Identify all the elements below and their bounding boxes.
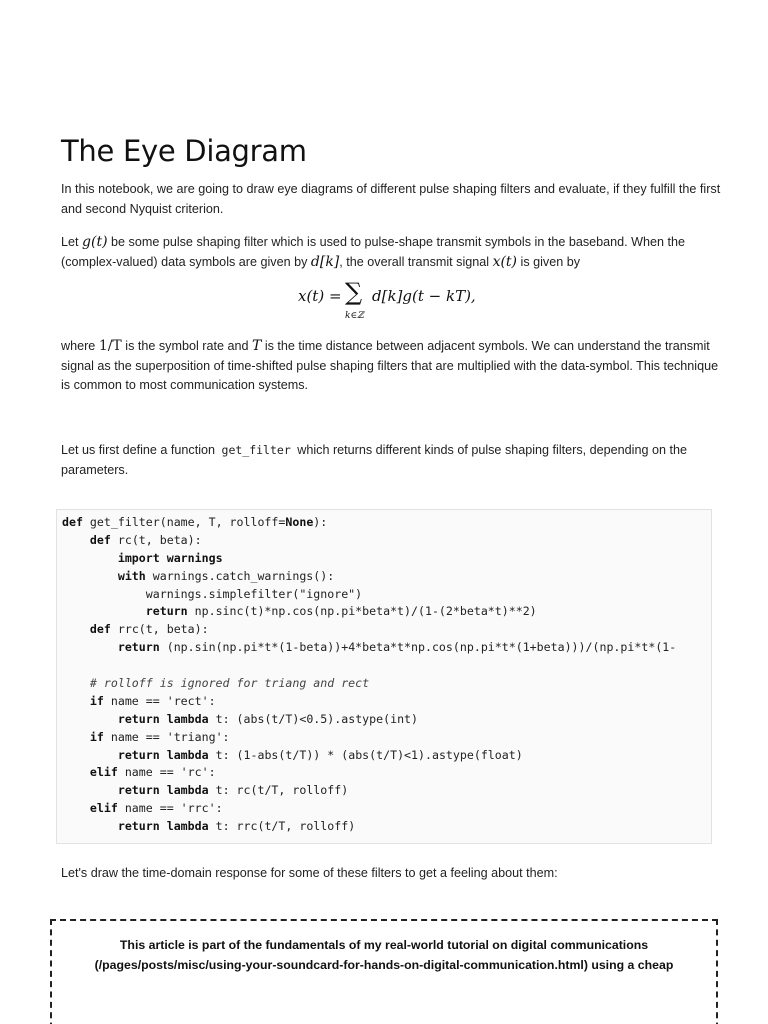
text-run: Let us first define a function bbox=[61, 443, 219, 457]
code-keyword: return bbox=[117, 819, 160, 834]
math-T: T bbox=[251, 338, 262, 354]
code-keyword: def bbox=[89, 532, 111, 547]
code-keyword: elif bbox=[89, 801, 118, 816]
code-text bbox=[160, 783, 167, 797]
inline-code-get-filter: get_filter bbox=[221, 443, 291, 457]
code-lines bbox=[62, 514, 676, 836]
code-text: rrc(t, beta): bbox=[110, 622, 209, 637]
code-text: t: (abs(t/T)<0.5).astype(int) bbox=[208, 711, 419, 726]
code-text: name == 'rrc': bbox=[117, 801, 223, 816]
time-domain-paragraph: Let's draw the time-domain response for some of these filters to get a feeling about them: bbox=[61, 866, 558, 880]
code-text: np.sinc(t)*np.cos(np.pi*beta*t)/(1-(2*beta*t)**2) bbox=[187, 604, 537, 619]
code-block bbox=[56, 509, 712, 844]
code-text bbox=[160, 551, 167, 565]
code-keyword: return bbox=[117, 747, 160, 762]
code-line bbox=[62, 818, 676, 836]
code-text: warnings.catch_warnings(): bbox=[145, 568, 335, 583]
math-g-of-t: g(t) bbox=[82, 234, 108, 250]
code-line bbox=[62, 603, 676, 621]
code-line bbox=[62, 800, 676, 818]
code-text bbox=[62, 533, 90, 547]
code-text bbox=[62, 748, 118, 762]
code-line bbox=[62, 764, 676, 782]
code-line bbox=[62, 586, 676, 604]
code-keyword: def bbox=[89, 622, 111, 637]
text-run: is given by bbox=[517, 254, 581, 269]
code-line bbox=[62, 693, 676, 711]
code-text bbox=[62, 569, 118, 583]
code-line bbox=[62, 568, 676, 586]
code-text bbox=[62, 551, 118, 565]
code-text bbox=[62, 765, 90, 779]
symbol-rate-paragraph bbox=[61, 337, 721, 396]
code-text: get_filter(name, T, rolloff= bbox=[82, 515, 286, 529]
text-run: where bbox=[61, 339, 99, 353]
text-run: is the symbol rate and bbox=[121, 339, 252, 353]
code-keyword: return bbox=[117, 711, 160, 726]
text-run: Let bbox=[61, 235, 83, 249]
intro-paragraph: In this notebook, we are going to draw eye diagrams of different pulse shaping filters and evaluate, if they fulfill the first and second Nyquist criterion. bbox=[61, 182, 721, 216]
code-line bbox=[62, 711, 676, 729]
code-text: name == 'rc': bbox=[117, 765, 216, 780]
code-line bbox=[62, 729, 676, 747]
summation-index: k∈ℤ bbox=[345, 311, 364, 321]
code-text bbox=[62, 801, 90, 815]
code-text bbox=[160, 712, 167, 726]
code-text bbox=[62, 604, 146, 618]
math-symbol-rate-text: 1/T bbox=[98, 338, 122, 354]
code-keyword: return bbox=[117, 783, 160, 798]
equation-lhs: x(t) = bbox=[298, 287, 342, 305]
code-keyword: warnings bbox=[166, 550, 223, 565]
code-text bbox=[160, 819, 167, 833]
code-keyword: lambda bbox=[166, 819, 209, 834]
math-d-of-k: d[k] bbox=[310, 253, 340, 270]
code-text: name == 'rect': bbox=[103, 693, 216, 708]
code-keyword: lambda bbox=[166, 711, 209, 726]
code-text bbox=[62, 640, 118, 654]
code-keyword: if bbox=[89, 729, 104, 744]
code-keyword: lambda bbox=[166, 783, 209, 798]
code-text: t: rrc(t/T, rolloff) bbox=[208, 819, 356, 834]
code-keyword: lambda bbox=[166, 747, 209, 762]
define-function-paragraph bbox=[61, 441, 721, 480]
code-text bbox=[160, 748, 167, 762]
code-text: ): bbox=[313, 515, 328, 529]
code-keyword: return bbox=[117, 640, 160, 655]
text-run: , the overall transmit signal bbox=[339, 254, 493, 269]
code-text bbox=[62, 730, 90, 744]
code-text bbox=[62, 622, 90, 636]
code-line bbox=[62, 675, 676, 693]
page-title: The Eye Diagram bbox=[61, 134, 307, 168]
code-line bbox=[62, 639, 676, 657]
code-keyword: if bbox=[89, 693, 104, 708]
code-keyword: import bbox=[117, 550, 160, 565]
code-comment: # rolloff is ignored for triang and rect bbox=[89, 676, 370, 691]
code-text bbox=[62, 783, 118, 797]
math-symbol-rate bbox=[99, 338, 122, 354]
code-text bbox=[62, 819, 118, 833]
math-x-of-t: x(t) bbox=[492, 253, 518, 270]
code-keyword: def bbox=[62, 515, 83, 529]
text-run: which returns different kinds of pulse shaping filters, depending on the parameters. bbox=[61, 443, 687, 477]
code-line bbox=[62, 621, 676, 639]
code-line bbox=[62, 747, 676, 765]
code-line bbox=[62, 514, 676, 532]
code-line bbox=[62, 532, 676, 550]
code-text bbox=[62, 712, 118, 726]
code-text: rc(t, beta): bbox=[110, 532, 202, 547]
code-line bbox=[62, 782, 676, 800]
code-keyword: with bbox=[117, 568, 146, 583]
code-text: warnings.simplefilter("ignore") bbox=[62, 586, 363, 601]
transmit-signal-equation bbox=[0, 278, 768, 326]
code-keyword: None bbox=[285, 515, 314, 529]
code-text bbox=[62, 676, 90, 690]
summation-symbol: ∑ bbox=[345, 278, 363, 306]
code-keyword: elif bbox=[89, 765, 118, 780]
code-text: t: rc(t/T, rolloff) bbox=[208, 783, 349, 798]
code-text: name == 'triang': bbox=[103, 729, 230, 744]
callout-text: This article is part of the fundamentals of my real-world tutorial on digital communications (/pages/posts/misc/using-your-soundcard-for-hands-on-digital-communication.html) using a cheap bbox=[94, 938, 674, 972]
pulse-shaping-paragraph bbox=[61, 233, 721, 272]
text-run: be some pulse shaping filter which is used to pulse-shape transmit symbols in the baseband. When the (complex-valued) data symbols are given by bbox=[61, 235, 686, 269]
tutorial-callout bbox=[50, 919, 718, 1024]
code-line bbox=[62, 657, 676, 675]
code-line bbox=[62, 550, 676, 568]
code-keyword: return bbox=[145, 604, 188, 619]
text-run: is the time distance between adjacent symbols. We can understand the transmit signal as the superposition of time-shifted pulse shaping filters that are multiplied with the data-symbol. This technique is common to most communication systems. bbox=[61, 339, 719, 392]
code-text: (np.sin(np.pi*t*(1-beta))+4*beta*t*np.cos(np.pi*t*(1+beta)))/(np.pi*t*(1- bbox=[159, 640, 677, 655]
code-text: t: (1-abs(t/T)) * (abs(t/T)<1).astype(float) bbox=[208, 747, 523, 762]
equation-rhs: d[k]g(t − kT), bbox=[372, 287, 476, 305]
code-text bbox=[62, 694, 90, 708]
